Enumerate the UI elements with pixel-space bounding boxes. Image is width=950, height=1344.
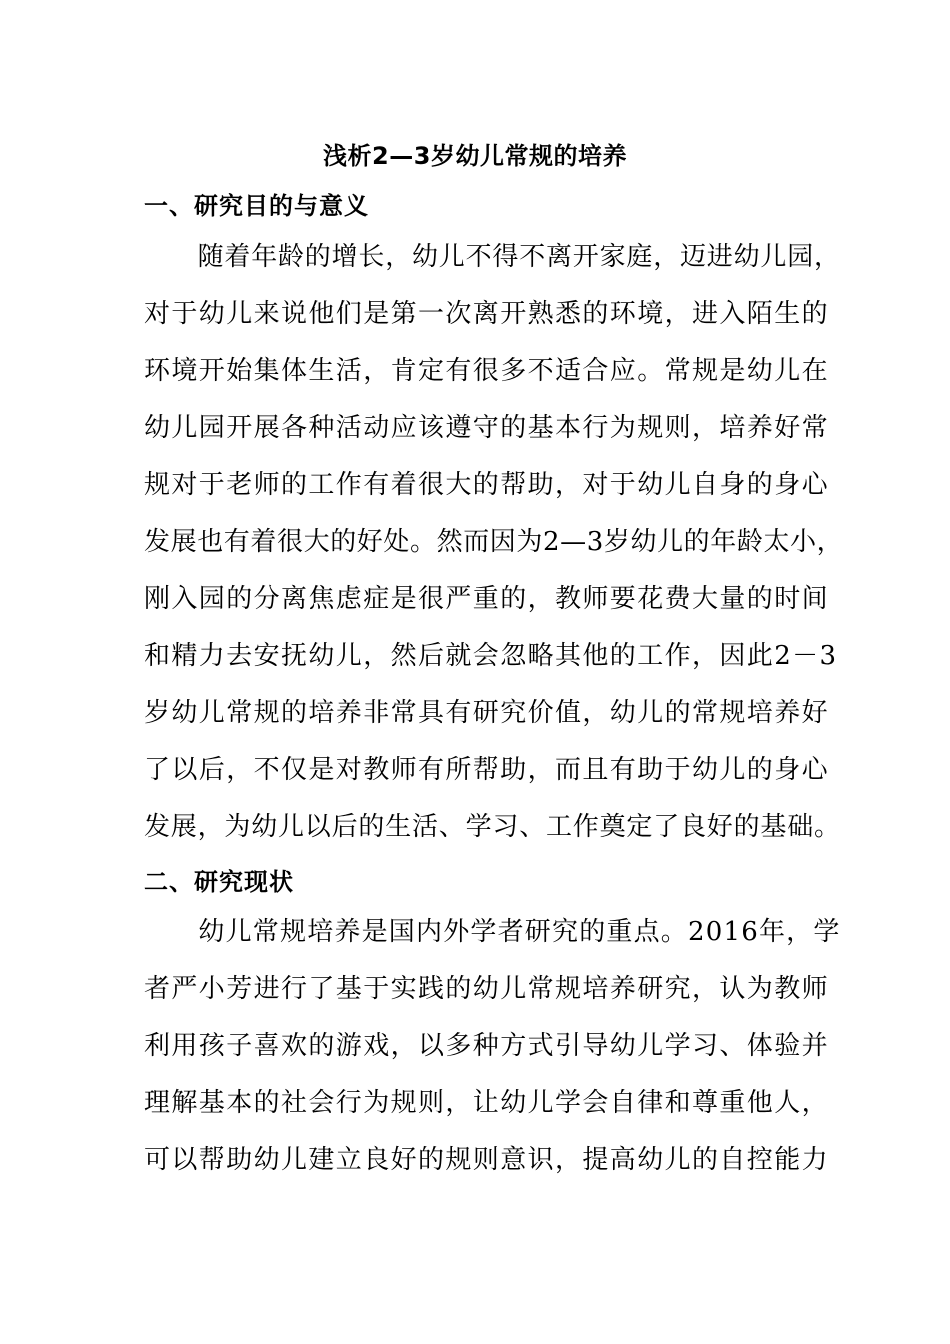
paragraph-line: 规对于老师的工作有着很大的帮助，对于幼儿自身的身心 <box>144 470 830 500</box>
paragraph-line: 幼儿园开展各种活动应该遵守的基本行为规则，培养好常 <box>144 413 830 443</box>
paragraph-line: 可以帮助幼儿建立良好的规则意识，提高幼儿的自控能力 <box>144 1145 830 1175</box>
paragraph-line: 随着年龄的增长，幼儿不得不离开家庭，迈进幼儿园， <box>144 242 841 272</box>
paragraph-line: 者严小芳进行了基于实践的幼儿常规培养研究，认为教师 <box>144 974 830 1004</box>
paragraph-line: 幼儿常规培养是国内外学者研究的重点。2016年，学 <box>144 917 841 947</box>
paragraph-line: 对于幼儿来说他们是第一次离开熟悉的环境，进入陌生的 <box>144 299 830 329</box>
paragraph-line: 了以后，不仅是对教师有所帮助，而且有助于幼儿的身心 <box>144 755 830 785</box>
paragraph-line: 岁幼儿常规的培养非常具有研究价值，幼儿的常规培养好 <box>144 698 830 728</box>
paragraph-line: 发展也有着很大的好处。然而因为2—3岁幼儿的年龄太小， <box>144 527 844 557</box>
document-title: 浅析2—3岁幼儿常规的培养 <box>323 142 627 170</box>
section-heading-status: 二、研究现状 <box>144 868 294 896</box>
section-heading-purpose: 一、研究目的与意义 <box>144 192 369 220</box>
paragraph-line: 环境开始集体生活，肯定有很多不适合应。常规是幼儿在 <box>144 356 830 386</box>
paragraph-line: 发展，为幼儿以后的生活、学习、工作奠定了良好的基础。 <box>144 812 841 842</box>
paragraph-line: 利用孩子喜欢的游戏，以多种方式引导幼儿学习、体验并 <box>144 1031 830 1061</box>
paragraph-line: 刚入园的分离焦虑症是很严重的，教师要花费大量的时间 <box>144 584 830 614</box>
paragraph-line: 和精力去安抚幼儿，然后就会忽略其他的工作，因此2－3 <box>144 641 838 671</box>
paragraph-line: 理解基本的社会行为规则，让幼儿学会自律和尊重他人， <box>144 1088 830 1118</box>
